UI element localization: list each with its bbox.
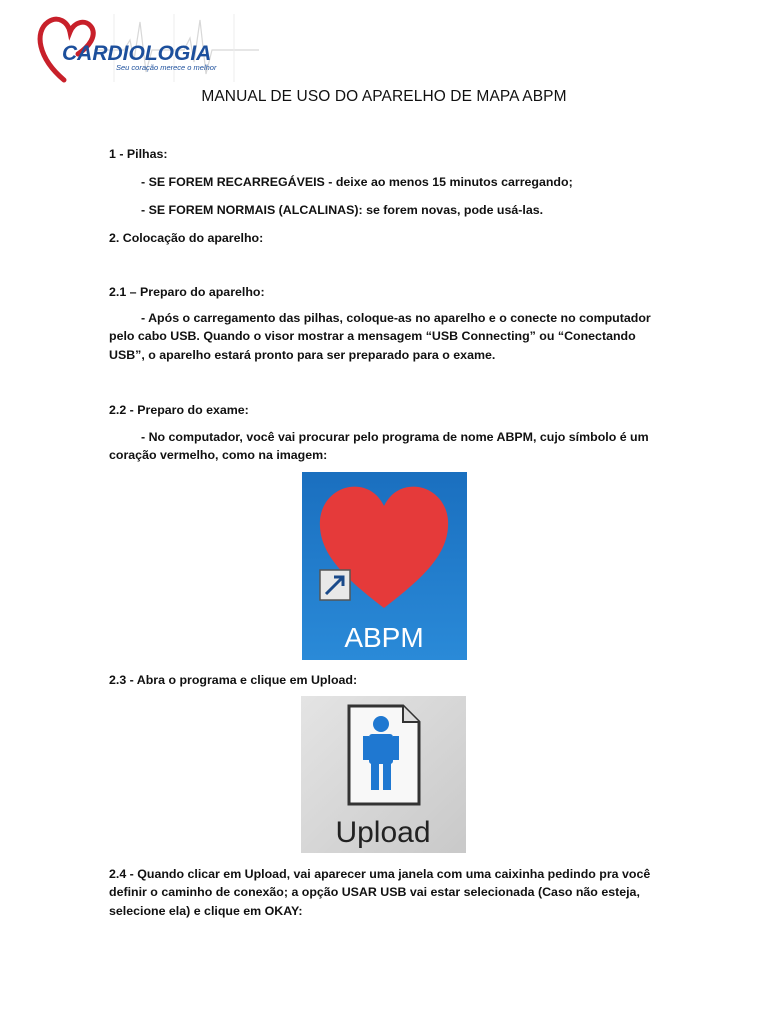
upload-label: Upload	[335, 816, 431, 849]
upload-icon-image	[301, 696, 466, 853]
section-2-heading: 2. Colocação do aparelho:	[109, 231, 264, 245]
section-2-2-heading: 2.2 - Preparo do exame:	[109, 403, 249, 417]
section-2-4-text: 2.4 - Quando clicar em Upload, vai aparecer uma janela com uma caixinha pedindo pra você definir o caminho de conexão; a opção USAR USB vai estar selecionada (Caso não esteja, selecione ela) e clique em OKAY:	[109, 867, 651, 918]
section-2-1-text: - Após o carregamento das pilhas, coloque-as no aparelho e o conecte no computador pelo cabo USB. Quando o visor mostrar a mensagem “USB Connecting” ou “Conectando USB”, o aparelho estará pronto para ser preparado para o exame.	[109, 311, 651, 362]
cardiologia-logo	[34, 10, 264, 86]
abpm-icon-image	[302, 472, 467, 660]
section-2-3-heading: 2.3 - Abra o programa e clique em Upload:	[109, 673, 358, 687]
section-1-heading: 1 - Pilhas:	[109, 147, 168, 161]
section-2-1-heading: 2.1 – Preparo do aparelho:	[109, 285, 265, 299]
section-2-2-text: - No computador, você vai procurar pelo programa de nome ABPM, cujo símbolo é um coração vermelho, como na imagem:	[109, 430, 649, 463]
section-1-item-2: - SE FOREM NORMAIS (ALCALINAS): se forem novas, pode usá-las.	[141, 203, 544, 217]
section-1-item-1: - SE FOREM RECARREGÁVEIS - deixe ao menos 15 minutos carregando;	[141, 175, 573, 189]
document-title: MANUAL DE USO DO APARELHO DE MAPA ABPM	[201, 88, 567, 105]
logo-tagline: Seu coração merece o melhor	[116, 63, 217, 72]
abpm-label: ABPM	[344, 622, 424, 653]
logo-text: CARDIOLOGIA	[62, 42, 212, 65]
